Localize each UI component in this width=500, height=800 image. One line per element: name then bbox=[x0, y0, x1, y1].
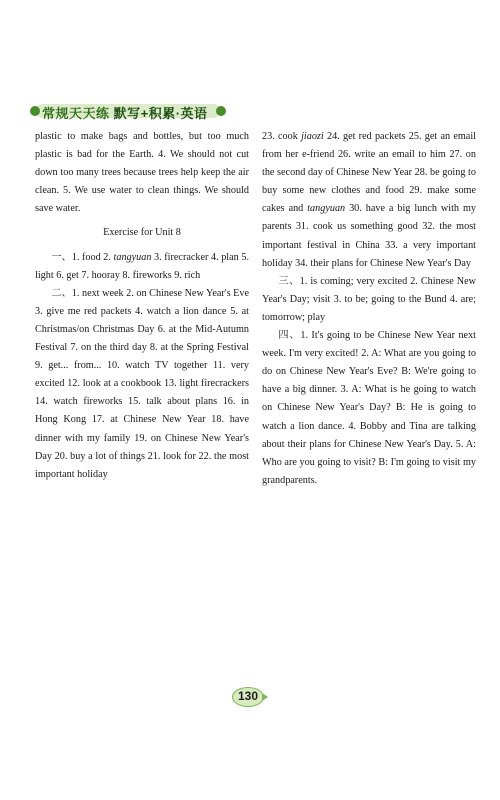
left-paragraph-2 bbox=[35, 249, 249, 285]
arrow-icon bbox=[262, 693, 268, 701]
right-paragraph-1 bbox=[262, 128, 476, 273]
page-header bbox=[30, 100, 220, 122]
left-paragraph-1: plastic to make bags and bottles, but too much plastic is bad for the Earth. 4. We should not cut down too many trees because trees help keep the air clean. 5. We use water to clean things. We should save water. bbox=[35, 131, 249, 215]
text-run: 24. get red packets 25. get an email from her e-friend 26. write an email to him 27. on the second day of Chinese New Year 28. be going to buy some new clothes and food 29. make some cakes and bbox=[262, 131, 476, 215]
section-title: Exercise for Unit 8 bbox=[103, 227, 181, 239]
header-title-main: 常规天天练 bbox=[42, 106, 110, 121]
italic-word: jiaozi bbox=[301, 131, 324, 142]
text-run: 一、1. food 2. bbox=[51, 251, 114, 263]
right-paragraph-3: 四、1. It's going to be Chinese New Year next week. I'm very excited! 2. A: What are you going to do on Chinese New Year's Eve? B: We're going to have a big dinner. 3. A: What is he going to watch on Chinese New Year's Day? B: He is going to watch a lion dance. 4. Bobby and Tina are talking about their plans for Chinese New Year's Day. 5. A: Who are you going to visit? B: I'm going to visit my grandparents. bbox=[262, 330, 476, 486]
page-number: 130 bbox=[237, 689, 259, 703]
leaf-icon bbox=[30, 106, 40, 116]
right-paragraph-2: 三、1. is coming; very excited 2. Chinese New Year's Day; visit 3. to be; going to the Bund 4. are; tomorrow; play bbox=[262, 275, 476, 323]
leaf-icon-right bbox=[216, 106, 226, 116]
right-column bbox=[262, 128, 476, 490]
header-title-sub: 默写+积累·英语 bbox=[113, 106, 208, 121]
italic-word: tangyuan bbox=[113, 251, 152, 263]
left-paragraph-3: 二、1. next week 2. on Chinese New Year's Eve 3. give me red packets 4. watch a lion dance 5. at Christmas/on Christmas Day 6. at the Mid-Autumn Festival 7. on the third day 8. at the Spring Festival 9. get... from... 10. watch TV together 11. very excited 12. look at a cookbook 13. light firecrackers 14. watch fireworks 15. talk about plans 16. in Hong Kong 17. at Chinese New Year 18. have dinner with my family 19. on Chinese New Year's Day 20. buy a lot of things 21. look for 22. the most important holiday bbox=[35, 287, 249, 480]
left-column bbox=[35, 128, 249, 484]
text-run: 3. firecracker 4. plan 5. light 6. get 7. hooray 8. fireworks 9. rich bbox=[35, 251, 249, 281]
text-run: 30. have a big lunch with my parents 31. cook us something good 32. the most important festival in China 33. a very important holiday 34. their plans for Chinese New Year's Day bbox=[262, 203, 476, 269]
header-title bbox=[42, 103, 208, 122]
text-run: 23. cook bbox=[262, 131, 302, 142]
page-number-badge bbox=[232, 685, 268, 707]
italic-word: tangyuan bbox=[307, 203, 346, 215]
